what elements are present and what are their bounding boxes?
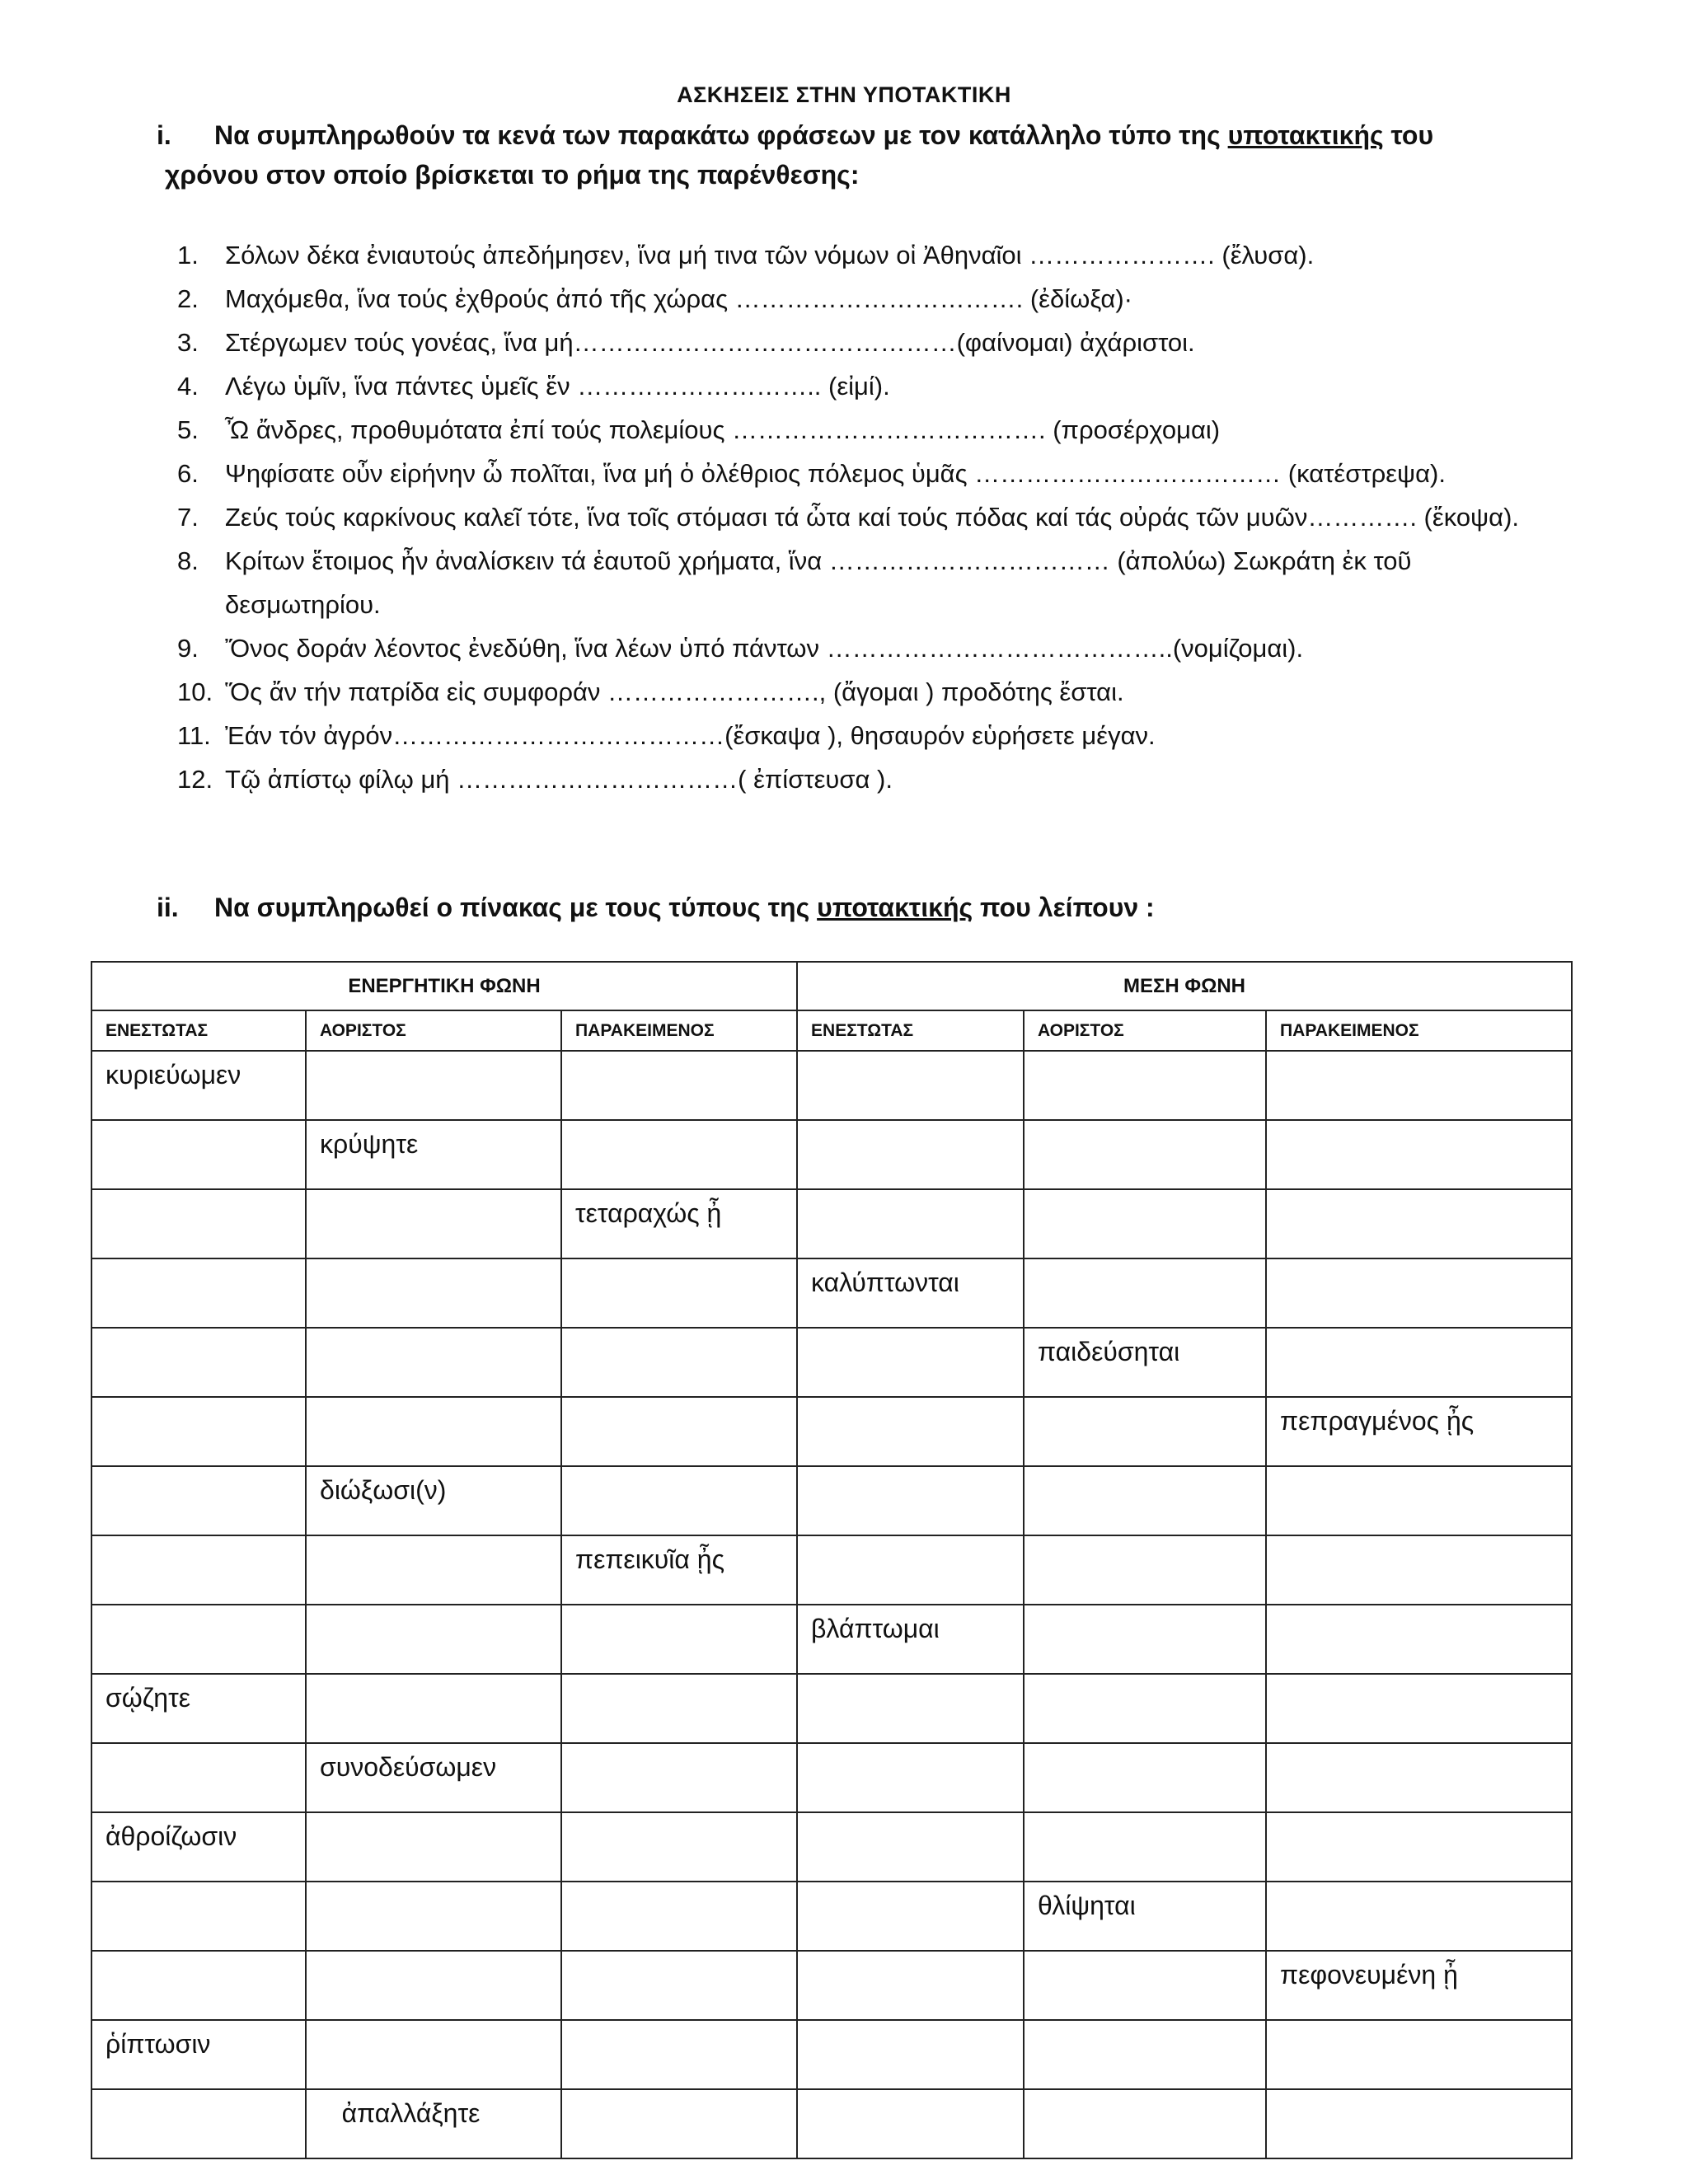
exercise-text: Στέργωμεν τούς γονέας, ἵνα μή………………………………………(φαίνομαι) ἀχάριστοι. [225,328,1195,357]
table-row [91,1674,1572,1743]
table-cell[interactable] [1266,1674,1572,1743]
table-cell[interactable] [91,1397,306,1466]
exercise-text: Ψηφίσατε οὖν εἰρήνην ὦ πολῖται, ἵνα μή ὁ ὀλέθριος πόλεμος ὑμᾶς ……………………………… (κατέστρεψα). [225,459,1446,488]
exercise-item [177,277,1545,321]
table-cell[interactable] [91,2089,306,2158]
table-cell[interactable] [797,1120,1024,1189]
exercise-text: Λέγω ὑμῖν, ἵνα πάντες ὑμεῖς ἕν ……………………….. (εἰμί). [225,372,890,401]
exercise-number: 3. [177,328,199,357]
table-cell[interactable] [91,1466,306,1535]
table-cell[interactable] [306,1605,561,1674]
exercise-number: 9. [177,634,199,663]
table-cell[interactable] [561,2020,797,2089]
exercise-text: Τῷ ἀπίστῳ φίλῳ μή ……………………………( ἐπίστευσα ). [225,765,893,794]
exercise-number: 1. [177,241,199,269]
table-cell[interactable] [561,1812,797,1882]
exercise-item [177,495,1545,539]
table-cell[interactable] [1266,1605,1572,1674]
table-cell[interactable] [1024,1743,1266,1812]
task-1-text-line2: χρόνου στον οποίο βρίσκεται το ρήμα της παρένθεσης: [165,160,860,190]
exercise-text: Ζεύς τούς καρκίνους καλεῖ τότε, ἵνα τοῖς στόμασι τά ὦτα καί τούς πόδας καί τάς οὐράς τῶν μυῶν…………. (ἔκοψα). [225,503,1520,532]
table-row [91,1466,1572,1535]
table-cell[interactable]: ἀπαλλάξητε [306,2089,561,2158]
exercise-text: Ὦ ἄνδρες, προθυμότατα ἐπί τούς πολεμίους ………………………………. (προσέρχομαι) [225,415,1221,444]
task-2-underlined: υποτακτικής [817,893,973,922]
table-cell[interactable] [1266,2089,1572,2158]
table-cell[interactable] [797,2089,1024,2158]
exercise-number: 8. [177,546,199,575]
table-cell[interactable]: ἀθροίζωσιν [91,1812,306,1882]
table-cell[interactable] [91,1951,306,2020]
table-cell[interactable] [1024,1951,1266,2020]
table-cell[interactable]: συνοδεύσωμεν [306,1743,561,1812]
table-cell[interactable] [561,1743,797,1812]
table-cell[interactable] [1266,1466,1572,1535]
header-tense: ΠΑΡΑΚΕΙΜΕΝΟΣ [561,1010,797,1051]
table-cell[interactable]: κρύψητε [306,1120,561,1189]
exercise-list [177,233,1545,801]
header-middle-voice: ΜΕΣΗ ΦΩΝΗ [797,962,1572,1010]
table-cell[interactable] [561,1051,797,1120]
table-cell[interactable] [306,1397,561,1466]
table-cell[interactable] [1024,1674,1266,1743]
exercise-number: 4. [177,372,199,401]
table-cell[interactable]: πεπεικυῖα ᾖς [561,1535,797,1605]
table-cell[interactable] [1266,2020,1572,2089]
header-tense: ΑΟΡΙΣΤΟΣ [306,1010,561,1051]
task-1-text: Να συμπληρωθούν τα κενά των παρακάτω φράσεων με τον κατάλληλο τύπο της [214,120,1228,150]
table-cell[interactable] [1266,1120,1572,1189]
header-tense: ΕΝΕΣΤΩΤΑΣ [797,1010,1024,1051]
table-cell[interactable]: βλάπτωμαι [797,1605,1024,1674]
table-cell[interactable] [91,1882,306,1951]
table-cell[interactable] [1024,1258,1266,1328]
table-row [91,1051,1572,1120]
exercise-text: Ἐάν τόν ἀγρόν…………………………………(ἔσκαψα ), θησαυρόν εὑρήσετε μέγαν. [225,721,1156,750]
table-cell[interactable]: θλίψηται [1024,1882,1266,1951]
table-cell[interactable] [306,1328,561,1397]
table-cell[interactable] [561,1120,797,1189]
task-1-number: i. [157,120,171,150]
table-cell[interactable] [306,1674,561,1743]
table-row [91,1812,1572,1882]
table-cell[interactable] [306,1189,561,1258]
exercise-text: Σόλων δέκα ἐνιαυτούς ἀπεδήμησεν, ἵνα μή τινα τῶν νόμων οἱ Ἀθηναῖοι …………………. (ἔλυσα). [225,241,1315,269]
table-cell[interactable] [1266,1258,1572,1328]
table-cell[interactable] [1024,1189,1266,1258]
table-cell[interactable] [91,1328,306,1397]
exercise-text: Ὅς ἄν τήν πατρίδα εἰς συμφοράν ……………………., (ἄγομαι ) προδότης ἔσται. [225,677,1124,706]
table-cell[interactable] [1266,1328,1572,1397]
table-cell[interactable] [1024,1120,1266,1189]
table-row [91,1189,1572,1258]
task-2-text-after: που λείπουν : [973,893,1155,922]
table-cell[interactable] [797,1812,1024,1882]
table-cell[interactable] [306,1812,561,1882]
table-cell[interactable]: πεφονευμένη ᾖ [1266,1951,1572,2020]
table-cell[interactable] [797,1674,1024,1743]
table-cell[interactable] [1266,1535,1572,1605]
table-cell[interactable] [91,1535,306,1605]
exercise-item [177,321,1545,364]
table-cell[interactable] [797,1951,1024,2020]
table-cell[interactable] [797,2020,1024,2089]
table-row [91,2089,1572,2158]
task-2-number: ii. [157,893,179,922]
table-cell[interactable] [1024,1466,1266,1535]
exercise-item [177,233,1545,277]
table-row [91,1882,1572,1951]
table-cell[interactable] [1266,1882,1572,1951]
table-row [91,1951,1572,2020]
task-1-text-after: του [1383,120,1434,150]
table-row [91,1397,1572,1466]
table-cell[interactable]: ῥίπτωσιν [91,2020,306,2089]
table-row [91,2020,1572,2089]
table-cell[interactable] [1024,1605,1266,1674]
exercise-number: 2. [177,284,199,313]
task-2-text: Να συμπληρωθεί ο πίνακας με τους τύπους της [214,893,818,922]
table-cell[interactable]: σῴζητε [91,1674,306,1743]
table-cell[interactable] [561,1328,797,1397]
table-cell[interactable] [91,1120,306,1189]
table-cell[interactable] [1024,2089,1266,2158]
page-title: ΑΣΚΗΣΕΙΣ ΣΤΗΝ ΥΠΟΤΑΚΤΙΚΗ [677,82,1011,107]
exercise-item [177,714,1545,757]
exercise-item [177,626,1545,670]
table-cell[interactable] [561,1466,797,1535]
table-cell[interactable] [1024,1051,1266,1120]
exercise-item [177,757,1545,801]
table-cell[interactable] [91,1189,306,1258]
table-cell[interactable] [1024,1397,1266,1466]
table-cell[interactable] [561,2089,797,2158]
table-cell[interactable] [306,1051,561,1120]
exercise-item [177,364,1545,408]
table-cell[interactable] [306,1535,561,1605]
table-cell[interactable] [797,1882,1024,1951]
exercise-item [177,408,1545,452]
table-cell[interactable] [797,1051,1024,1120]
table-row [91,1258,1572,1328]
table-cell[interactable] [1024,2020,1266,2089]
table-cell[interactable] [561,1674,797,1743]
header-active-voice: ΕΝΕΡΓΗΤΙΚΗ ΦΩΝΗ [91,962,797,1010]
table-row [91,1605,1572,1674]
table-row [91,1328,1572,1397]
task-2-instruction [157,888,1155,927]
exercise-number: 11. [177,721,211,750]
table-cell[interactable]: πεπραγμένος ᾖς [1266,1397,1572,1466]
table-cell[interactable] [91,1605,306,1674]
exercise-item [177,539,1545,626]
header-tense: ΕΝΕΣΤΩΤΑΣ [91,1010,306,1051]
table-row [91,1535,1572,1605]
task-1-underlined: υποτακτικής [1227,120,1384,150]
table-cell[interactable] [1266,1051,1572,1120]
table-cell[interactable] [306,1258,561,1328]
task-1-instruction [157,115,1492,194]
table-row [91,1743,1572,1812]
exercise-number: 7. [177,503,199,532]
table-cell[interactable] [561,1951,797,2020]
table-cell[interactable] [797,1397,1024,1466]
table-cell[interactable] [1024,1535,1266,1605]
table-cell[interactable] [306,1951,561,2020]
table-cell[interactable] [561,1882,797,1951]
table-cell[interactable] [1266,1743,1572,1812]
header-tense: ΠΑΡΑΚΕΙΜΕΝΟΣ [1266,1010,1572,1051]
table-cell[interactable] [561,1258,797,1328]
table-cell[interactable] [1266,1812,1572,1882]
table-row [91,1120,1572,1189]
exercise-text: Κρίτων ἕτοιμος ἦν ἀναλίσκειν τά ἑαυτοῦ χρήματα, ἵνα …………………………… (ἀπολύω) Σωκράτη ἐκ τοῦ δεσμωτηρίου. [225,546,1412,619]
table-cell[interactable]: παιδεύσηται [1024,1328,1266,1397]
table-cell[interactable] [561,1397,797,1466]
table-cell[interactable] [797,1535,1024,1605]
table-cell[interactable]: τεταραχώς ᾖ [561,1189,797,1258]
subjunctive-table [91,961,1573,2159]
exercise-number: 5. [177,415,199,444]
table-cell[interactable] [91,1258,306,1328]
table-cell[interactable] [797,1189,1024,1258]
table-cell[interactable] [797,1743,1024,1812]
exercise-item [177,452,1545,495]
exercise-number: 12. [177,765,213,794]
table-cell[interactable] [561,1605,797,1674]
header-tense: ΑΟΡΙΣΤΟΣ [1024,1010,1266,1051]
table-cell[interactable]: διώξωσι(ν) [306,1466,561,1535]
exercise-number: 10. [177,677,213,706]
table-cell[interactable] [306,1882,561,1951]
table-cell[interactable] [797,1466,1024,1535]
exercise-text: Μαχόμεθα, ἵνα τούς ἐχθρούς ἀπό τῆς χώρας ……………………………. (ἐδίωξα)· [225,284,1132,313]
table-cell[interactable] [91,1743,306,1812]
exercise-item [177,670,1545,714]
exercise-text: Ὄνος δοράν λέοντος ἐνεδύθη, ἵνα λέων ὑπό πάντων …………………………………..(νομίζομαι). [225,634,1304,663]
table-cell[interactable] [1266,1189,1572,1258]
exercise-number: 6. [177,459,199,488]
table-cell[interactable] [797,1328,1024,1397]
table-cell[interactable]: κυριεύωμεν [91,1051,306,1120]
table-cell[interactable] [306,2020,561,2089]
table-cell[interactable] [1024,1812,1266,1882]
table-cell[interactable]: καλύπτωνται [797,1258,1024,1328]
